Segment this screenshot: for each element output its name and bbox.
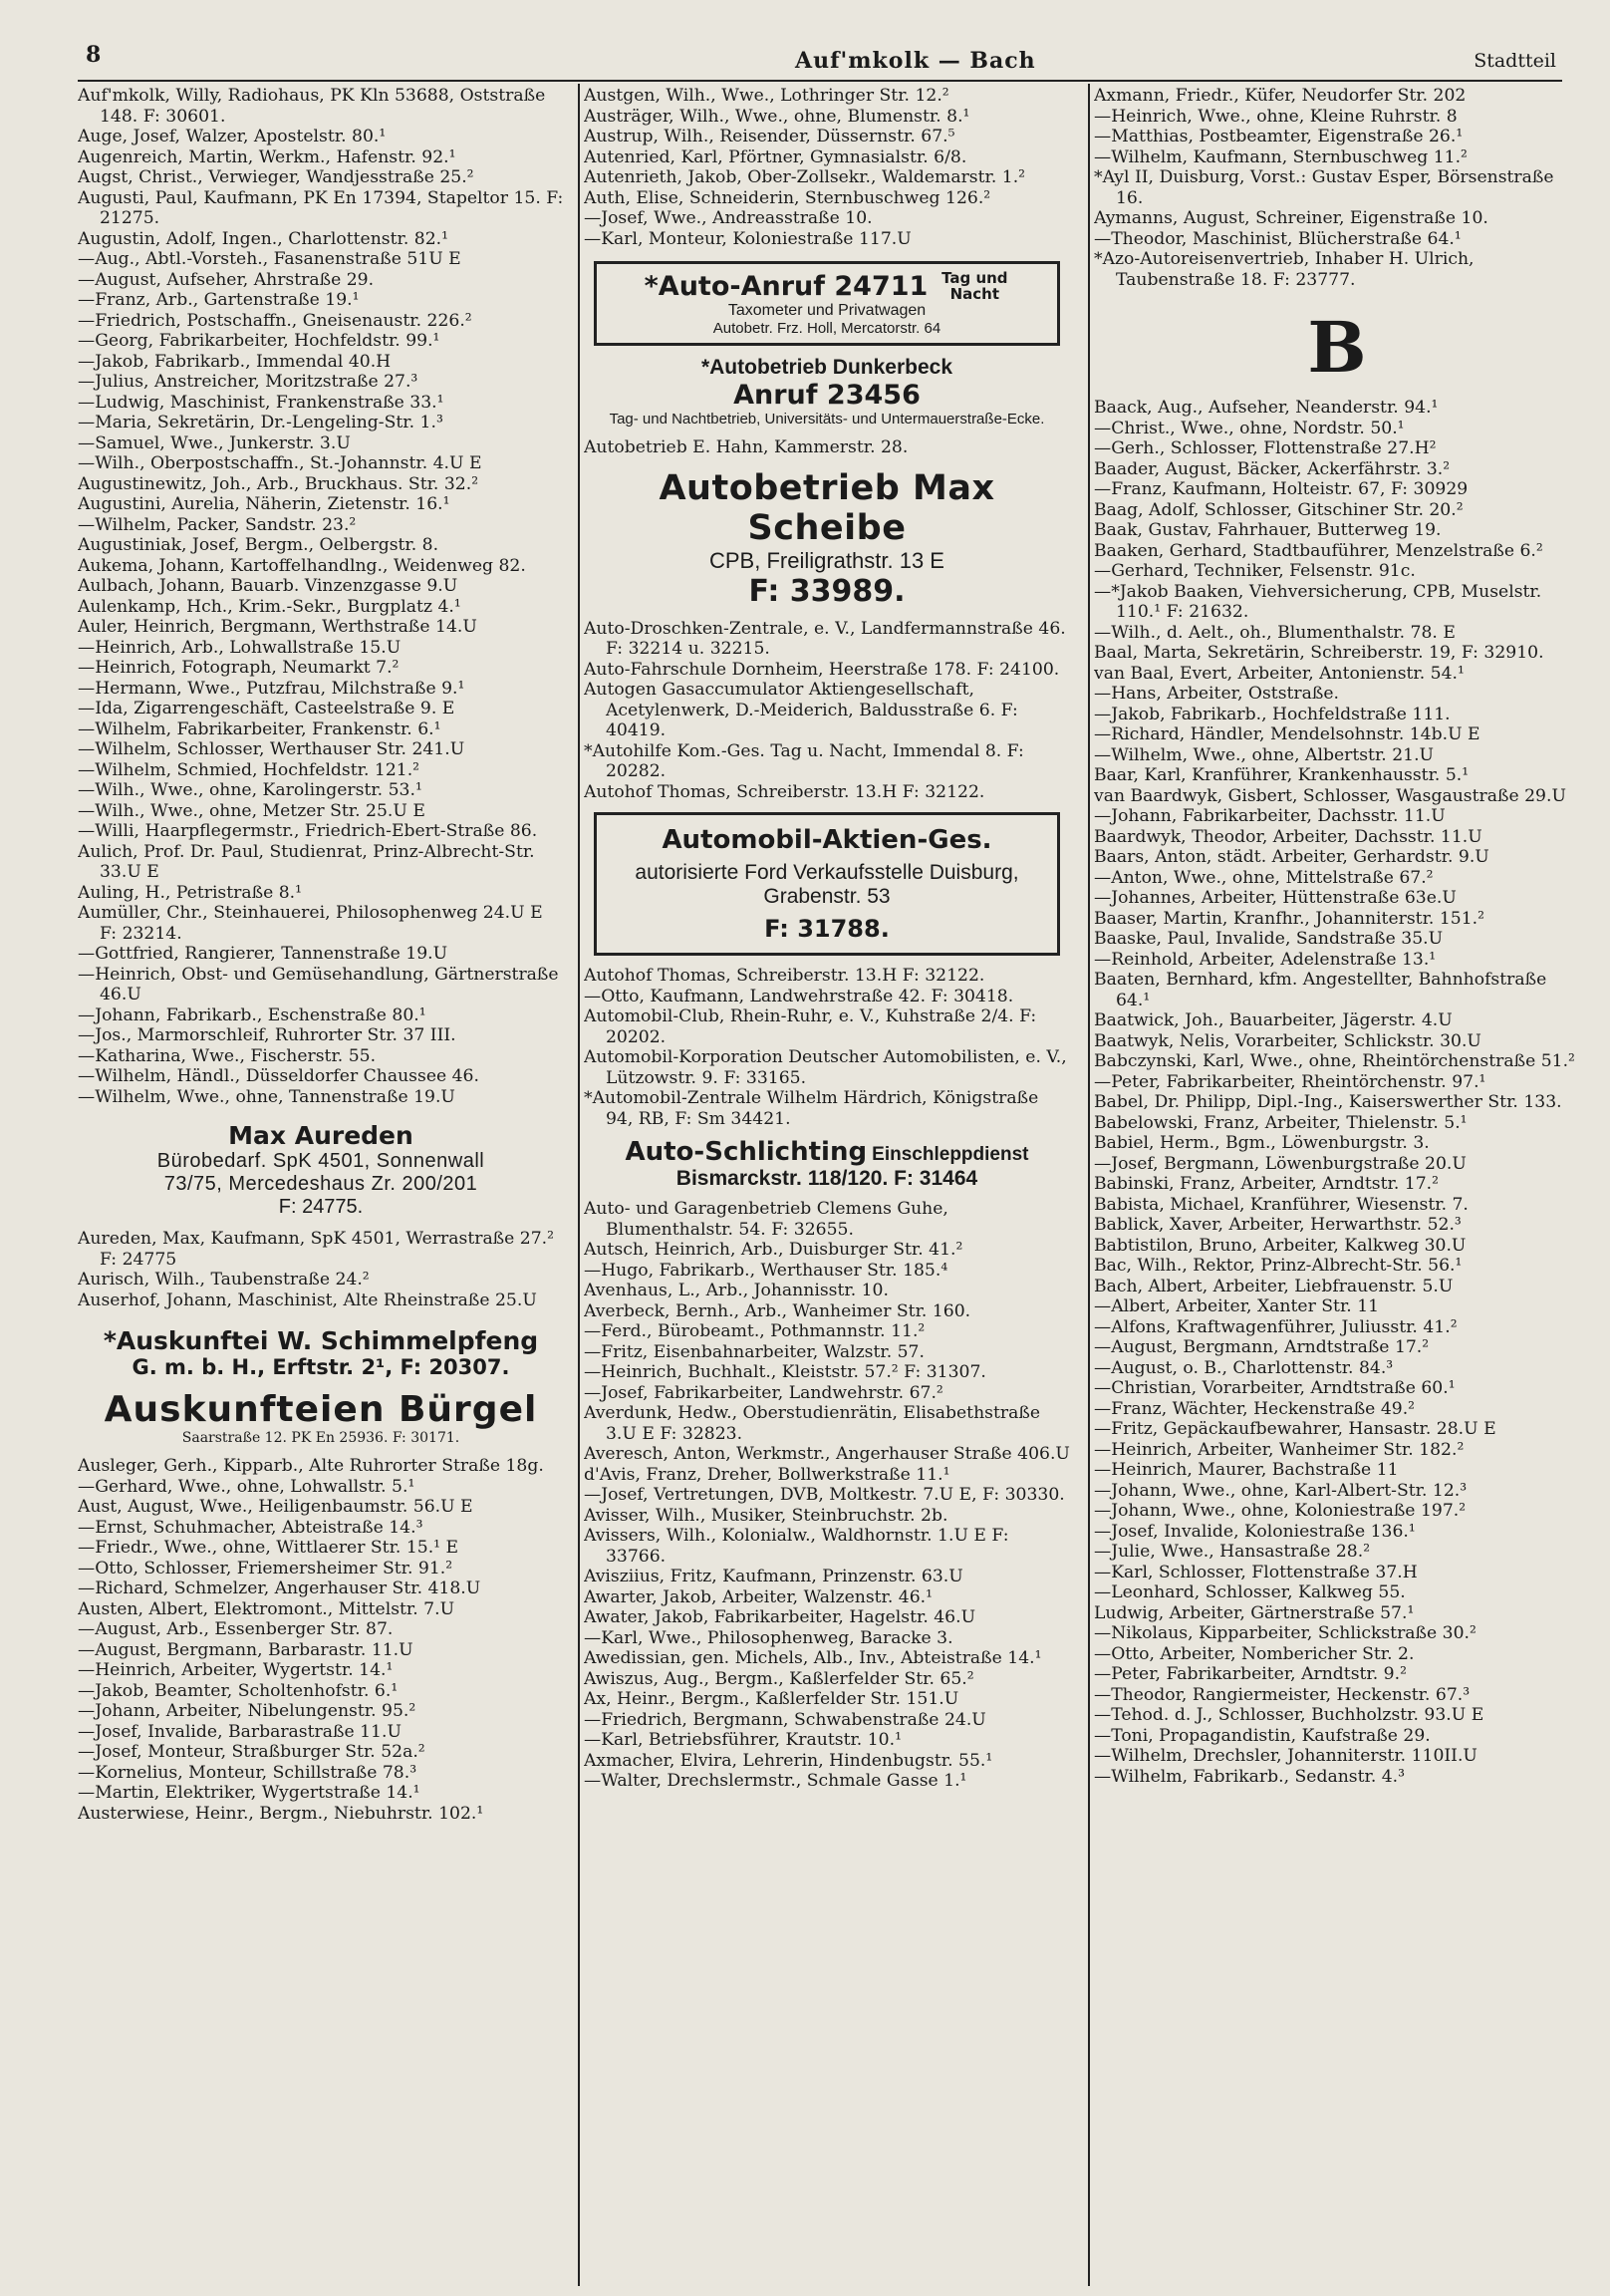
list-item: Aureden, Max, Kaufmann, SpK 4501, Werrastraße 27.² F: 24775 <box>78 1229 555 1270</box>
list-item: —Julius, Anstreicher, Moritzstraße 27.³ <box>78 372 418 392</box>
list-item: —Franz, Kaufmann, Holteistr. 67, F: 30929 <box>1094 479 1469 499</box>
list-item: —Ernst, Schuhmacher, Abteistraße 14.³ <box>78 1517 423 1538</box>
list-item: —Toni, Propagandistin, Kaufstraße 29. <box>1094 1725 1431 1746</box>
list-item: —Friedrich, Postschaffn., Gneisenaustr. 226.² <box>78 310 472 331</box>
entry-list <box>78 86 564 1107</box>
list-item: Augustin, Adolf, Ingen., Charlottenstr. 82.¹ <box>78 228 448 249</box>
list-item: Bablick, Xaver, Arbeiter, Herwarthstr. 52.³ <box>1094 1215 1462 1235</box>
list-item: Autogen Gasaccumulator Aktiengesellschaft, Acetylenwerk, D.-Meiderich, Baldusstraße 6. F: 40419. <box>584 680 1018 740</box>
list-item: Austrup, Wilh., Reisender, Düssernstr. 67.⁵ <box>584 127 955 146</box>
entry-list <box>584 966 1070 1129</box>
list-item: Augustiniak, Josef, Bergm., Oelbergstr. 8. <box>78 535 439 555</box>
list-item: Baaken, Gerhard, Stadtbauführer, Menzelstraße 6.² <box>1094 540 1543 561</box>
list-item: —Theodor, Maschinist, Blücherstraße 64.¹ <box>1094 228 1462 249</box>
ad-aureden <box>78 1121 564 1219</box>
list-item: —Peter, Fabrikarbeiter, Arndtstr. 9.² <box>1094 1664 1407 1684</box>
column-divider <box>578 84 580 2286</box>
ad-title: Autobetrieb Max Scheibe <box>659 467 995 548</box>
ad-schimmelpfeng <box>78 1326 564 1379</box>
list-item: Averdunk, Hedw., Oberstudienrätin, Elisabethstraße 3.U E F: 32823. <box>584 1403 1041 1444</box>
list-item: Avisser, Wilh., Musiker, Steinbruchstr. 2b. <box>584 1505 948 1526</box>
list-item: Baader, August, Bäcker, Ackerfährstr. 3.² <box>1094 458 1451 479</box>
page-number: 8 <box>86 42 102 68</box>
list-item: —Ferd., Bürobeamt., Pothmannstr. 11.² <box>584 1321 926 1341</box>
list-item: —Wilh., Oberpostschaffn., St.-Johannstr. 4.U E <box>78 453 482 473</box>
list-item: —Josef, Bergmann, Löwenburgstraße 20.U <box>1094 1153 1467 1174</box>
ad-line: Taxometer und Privatwagen <box>727 302 927 319</box>
list-item: —Christian, Vorarbeiter, Arndtstraße 60.¹ <box>1094 1378 1456 1398</box>
list-item: —Heinrich, Arbeiter, Wanheimer Str. 182.² <box>1094 1439 1465 1460</box>
ad-call: Anruf 23456 <box>733 380 921 411</box>
list-item: Autsch, Heinrich, Arb., Duisburger Str. 41.² <box>584 1240 963 1260</box>
entry-list <box>584 86 1070 249</box>
list-item: Ludwig, Arbeiter, Gärtnerstraße 57.¹ <box>1094 1602 1415 1623</box>
ad-line: CPB, Freiligrathstr. 13 E <box>709 547 944 573</box>
list-item: Auling, H., Petristraße 8.¹ <box>78 882 303 903</box>
list-item: Autobetrieb E. Hahn, Kammerstr. 28. <box>584 437 909 457</box>
list-item: —Aug., Abtl.-Vorsteh., Fasanenstraße 51U E <box>78 249 461 269</box>
list-item: —Hermann, Wwe., Putzfrau, Milchstraße 9.¹ <box>78 678 465 699</box>
ad-title: Automobil-Aktien-Ges. <box>662 825 992 855</box>
list-item: —Johann, Wwe., ohne, Koloniestraße 197.² <box>1094 1501 1467 1521</box>
list-item: —Reinhold, Arbeiter, Adelenstraße 13.¹ <box>1094 949 1437 970</box>
ad-buergel <box>78 1389 564 1446</box>
column-divider <box>1088 84 1090 2286</box>
entry-list <box>78 1456 564 1824</box>
list-item: Bach, Albert, Arbeiter, Liebfrauenstr. 5.U <box>1094 1276 1454 1296</box>
list-item: —Matthias, Postbeamter, Eigenstraße 26.¹ <box>1094 127 1464 146</box>
list-item: Averesch, Anton, Werkmstr., Angerhauser Straße 406.U <box>584 1444 1070 1464</box>
list-item: —Peter, Fabrikarbeiter, Rheintörchenstr. 97.¹ <box>1094 1071 1486 1092</box>
list-item: —Willi, Haarpflegermstr., Friedrich-Ebert-Straße 86. <box>78 821 538 841</box>
ad-line: 73/75, Mercedeshaus Zr. 200/201 <box>163 1173 478 1195</box>
list-item: Axmacher, Elvira, Lehrerin, Hindenbugstr. 55.¹ <box>584 1750 993 1771</box>
list-item: Auto-Droschken-Zentrale, e. V., Landfermannstraße 46. F: 32214 u. 32215. <box>584 618 1066 659</box>
list-item: —Otto, Arbeiter, Nombericher Str. 2. <box>1094 1643 1415 1664</box>
list-item: Babelowski, Franz, Arbeiter, Thielenstr. 5.¹ <box>1094 1112 1468 1133</box>
list-item: Bac, Wilh., Rektor, Prinz-Albrecht-Str. 56.¹ <box>1094 1256 1463 1276</box>
list-item: —Fritz, Eisenbahnarbeiter, Walzstr. 57. <box>584 1341 925 1362</box>
running-title: Auf'mkolk — Bach <box>795 48 1036 74</box>
list-item: Babiel, Herm., Bgm., Löwenburgstr. 3. <box>1094 1133 1430 1153</box>
list-item: —Friedrich, Bergmann, Schwabenstraße 24.U <box>584 1709 986 1730</box>
list-item: Baal, Marta, Sekretärin, Schreiberstr. 19, F: 32910. <box>1094 643 1544 663</box>
entry-list <box>1094 398 1580 1787</box>
ad-line: Bismarckstr. 118/120. F: 31464 <box>675 1167 978 1190</box>
list-item: —Gerh., Schlosser, Flottenstraße 27.H² <box>1094 438 1437 458</box>
list-item: —Nikolaus, Kipparbeiter, Schlickstraße 30.² <box>1094 1623 1476 1643</box>
list-item: —Kornelius, Monteur, Schillstraße 78.³ <box>78 1762 417 1783</box>
list-item: Baardwyk, Theodor, Arbeiter, Dachsstr. 11.U <box>1094 826 1482 847</box>
list-item: Augusti, Paul, Kaufmann, PK En 17394, Stapeltor 15. F: 21275. <box>78 187 564 228</box>
list-item: Baar, Karl, Kranführer, Krankenhausstr. 5.¹ <box>1094 765 1470 785</box>
list-item: Automobil-Korporation Deutscher Automobilisten, e. V., Lützowstr. 9. F: 33165. <box>584 1047 1067 1088</box>
list-item: *Azo-Autoreisenvertrieb, Inhaber H. Ulrich, Taubenstraße 18. F: 23777. <box>1094 249 1475 290</box>
list-item: Baak, Gustav, Fahrhauer, Butterweg 19. <box>1094 520 1442 540</box>
list-item: Ausleger, Gerh., Kipparb., Alte Ruhrorter Straße 18g. <box>78 1456 544 1476</box>
list-item: —Otto, Schlosser, Friemersheimer Str. 91.² <box>78 1558 453 1578</box>
list-item: Aukema, Johann, Kartoffelhandlng., Weidenweg 82. <box>78 555 526 576</box>
list-item: —August, o. B., Charlottenstr. 84.³ <box>1094 1357 1394 1378</box>
list-item: —Heinrich, Arbeiter, Wygertstr. 14.¹ <box>78 1660 394 1680</box>
ad-side: Tag und Nacht <box>941 269 1008 303</box>
list-item: Auto- und Garagenbetrieb Clemens Guhe, Blumenthalstr. 54. F: 32655. <box>584 1199 948 1240</box>
list-item: —Jakob, Beamter, Scholtenhofstr. 6.¹ <box>78 1680 399 1701</box>
list-item: —Heinrich, Maurer, Bachstraße 11 <box>1094 1460 1399 1480</box>
list-item: —Walter, Drechslermstr., Schmale Gasse 1.¹ <box>584 1771 967 1791</box>
list-item: —Otto, Kaufmann, Landwehrstraße 42. F: 30418. <box>584 986 1014 1006</box>
list-item: —Gottfried, Rangierer, Tannenstraße 19.U <box>78 944 448 964</box>
list-item: Aulenkamp, Hch., Krim.-Sekr., Burgplatz 4.¹ <box>78 596 461 617</box>
list-item: —August, Aufseher, Ahrstraße 29. <box>78 269 375 290</box>
list-item: —Heinrich, Arb., Lohwallstraße 15.U <box>78 637 402 658</box>
list-item: —Heinrich, Buchhalt., Kleiststr. 57.² F: 31307. <box>584 1362 986 1382</box>
list-item: —Ludwig, Maschinist, Frankenstraße 33.¹ <box>78 392 444 413</box>
list-item: —Wilhelm, Fabrikarbeiter, Frankenstr. 6.¹ <box>78 718 441 739</box>
list-item: Babista, Michael, Kranführer, Wiesenstr. 7. <box>1094 1194 1469 1215</box>
list-item: Awater, Jakob, Fabrikarbeiter, Hagelstr. 46.U <box>584 1607 976 1627</box>
section-label: Stadtteil <box>1474 50 1556 72</box>
list-item: Avisziius, Fritz, Kaufmann, Prinzenstr. 63.U <box>584 1567 963 1586</box>
list-item: —Maria, Sekretärin, Dr.-Lengeling-Str. 1.³ <box>78 413 443 432</box>
ad-title: *Auskunftei W. Schimmelpfeng <box>103 1326 539 1355</box>
list-item: Avenhaus, L., Arb., Johannisstr. 10. <box>584 1281 889 1300</box>
list-item: Automobil-Club, Rhein-Ruhr, e. V., Kuhstraße 2/4. F: 20202. <box>584 1006 1037 1047</box>
ad-phone: F: 24775. <box>278 1196 364 1218</box>
list-item: —Johann, Arbeiter, Nibelungenstr. 95.² <box>78 1701 416 1721</box>
list-item: —Fritz, Gepäckaufbewahrer, Hansastr. 28.U E <box>1094 1419 1496 1439</box>
list-item: —Johann, Wwe., ohne, Karl-Albert-Str. 12.³ <box>1094 1480 1468 1501</box>
list-item: —Gerhard, Techniker, Felsenstr. 91c. <box>1094 561 1416 581</box>
list-item: Baatwyk, Nelis, Vorarbeiter, Schlickstr. 30.U <box>1094 1030 1481 1051</box>
ad-line: G. m. b. H., Erftstr. 2¹, F: 20307. <box>132 1355 510 1379</box>
list-item: —Julie, Wwe., Hansastraße 28.² <box>1094 1542 1371 1562</box>
list-item: —Wilhelm, Packer, Sandstr. 23.² <box>78 514 357 535</box>
entry-list <box>584 1199 1070 1792</box>
list-item: *Autohilfe Kom.-Ges. Tag u. Nacht, Immendal 8. F: 20282. <box>584 740 1024 781</box>
list-item: —Johann, Fabrikarb., Eschenstraße 80.¹ <box>78 1004 426 1025</box>
list-item: —Wilhelm, Schlosser, Werthauser Str. 241.U <box>78 739 465 759</box>
entry-list <box>584 619 1070 803</box>
list-item: —Alfons, Kraftwagenführer, Juliusstr. 41.² <box>1094 1316 1458 1337</box>
list-item: Aumüller, Chr., Steinhauerei, Philosophenweg 24.U E F: 23214. <box>78 903 543 944</box>
list-item: van Baal, Evert, Arbeiter, Antonienstr. 54.¹ <box>1094 663 1465 684</box>
list-item: —August, Arb., Essenberger Str. 87. <box>78 1619 394 1639</box>
list-item: —Albert, Arbeiter, Xanter Str. 11 <box>1094 1296 1380 1316</box>
list-item: —Wilhelm, Händl., Düsseldorfer Chaussee 46. <box>78 1066 479 1086</box>
list-item: —Hugo, Fabrikarb., Werthauser Str. 185.⁴ <box>584 1260 948 1281</box>
list-item: Awiszus, Aug., Bergm., Kaßlerfelder Str. 65.² <box>584 1668 974 1689</box>
list-item: Autenrieth, Jakob, Ober-Zollsekr., Waldemarstr. 1.² <box>584 167 1026 187</box>
list-item: Austen, Albert, Elektromont., Mittelstr. 7.U <box>78 1598 455 1619</box>
list-item: Auge, Josef, Walzer, Apostelstr. 80.¹ <box>78 127 387 146</box>
ad-line: Autobetr. Frz. Holl, Mercatorstr. 64 <box>712 320 941 337</box>
ad-line: Bürobedarf. SpK 4501, Sonnenwall <box>156 1150 485 1172</box>
list-item: *Automobil-Zentrale Wilhelm Härdrich, Königstraße 94, RB, F: Sm 34421. <box>584 1088 1039 1129</box>
list-item: Babel, Dr. Philipp, Dipl.-Ing., Kaiserswerther Str. 133. <box>1094 1092 1562 1112</box>
ad-line: Tag- und Nachtbetrieb, Universitäts- und Untermauerstraße-Ecke. <box>609 411 1045 428</box>
list-item: —Johann, Fabrikarbeiter, Dachsstr. 11.U <box>1094 806 1446 826</box>
list-item: Babinski, Franz, Arbeiter, Arndtstr. 17.² <box>1094 1174 1439 1194</box>
list-item: Awarter, Jakob, Arbeiter, Walzenstr. 46.¹ <box>584 1586 934 1607</box>
list-item: —Wilhelm, Drechsler, Johanniterstr. 110II.U <box>1094 1746 1477 1766</box>
ad-dunkerbeck <box>584 356 1070 428</box>
list-item: Aust, August, Wwe., Heiligenbaumstr. 56.U E <box>78 1497 473 1517</box>
ad-phone: F: 31788. <box>764 915 890 943</box>
list-item: —Wilh., Wwe., ohne, Metzer Str. 25.U E <box>78 800 425 821</box>
list-item: Awedissian, gen. Michels, Alb., Inv., Abteistraße 14.¹ <box>584 1648 1042 1668</box>
list-item: —Wilh., d. Aelt., oh., Blumenthalstr. 78. E <box>1094 622 1456 643</box>
list-item: *Ayl II, Duisburg, Vorst.: Gustav Esper, Börsenstraße 16. <box>1094 167 1554 208</box>
list-item: —Wilhelm, Kaufmann, Sternbuschweg 11.² <box>1094 146 1468 167</box>
list-item: —Wilhelm, Schmied, Hochfeldstr. 121.² <box>78 759 420 780</box>
page-header <box>78 42 1572 82</box>
list-item: —Karl, Wwe., Philosophenweg, Baracke 3. <box>584 1627 953 1648</box>
list-item: —August, Bergmann, Arndtstraße 17.² <box>1094 1337 1430 1357</box>
list-item: Baatwick, Joh., Bauarbeiter, Jägerstr. 4.U <box>1094 1010 1453 1030</box>
ad-title: *Auto-Anruf 24711 <box>644 270 929 302</box>
header-rule <box>78 80 1562 82</box>
list-item: —Anton, Wwe., ohne, Mittelstraße 67.² <box>1094 867 1434 888</box>
list-item: Babczynski, Karl, Wwe., ohne, Rheintörchenstraße 51.² <box>1094 1051 1575 1071</box>
list-item: —Wilh., Wwe., ohne, Karolingerstr. 53.¹ <box>78 780 422 800</box>
list-item: —Wilhelm, Fabrikarb., Sedanstr. 4.³ <box>1094 1766 1406 1787</box>
ad-phone: F: 33989. <box>748 573 906 609</box>
list-item: —Jos., Marmorschleif, Ruhrorter Str. 37 III. <box>78 1025 456 1045</box>
list-item: —Heinrich, Fotograph, Neumarkt 7.² <box>78 658 400 678</box>
entry-list <box>1094 86 1580 290</box>
list-item: Baars, Anton, städt. Arbeiter, Gerhardstr. 9.U <box>1094 847 1489 867</box>
list-item: —Karl, Schlosser, Flottenstraße 37.H <box>1094 1562 1418 1582</box>
list-item: —Christ., Wwe., ohne, Nordstr. 50.¹ <box>1094 418 1405 438</box>
ad-title: Max Aureden <box>228 1121 413 1150</box>
list-item: —Ida, Zigarrengeschäft, Casteelstraße 9. E <box>78 699 455 718</box>
ad-schlichting <box>584 1137 1070 1191</box>
column-2 <box>584 86 1070 2288</box>
list-item: Auf'mkolk, Willy, Radiohaus, PK Kln 53688, Oststraße 148. F: 30601. <box>78 86 546 127</box>
list-item: Aulbach, Johann, Bauarb. Vinzenzgasse 9.U <box>78 576 458 596</box>
column-1 <box>78 86 564 2288</box>
list-item: Baaten, Bernhard, kfm. Angestellter, Bahnhofstraße 64.¹ <box>1094 970 1547 1010</box>
list-item: —Johannes, Arbeiter, Hüttenstraße 63e.U <box>1094 888 1457 908</box>
list-item: —*Jakob Baaken, Viehversicherung, CPB, Muselstr. 110.¹ F: 21632. <box>1094 581 1542 622</box>
list-item: —Franz, Wächter, Heckenstraße 49.² <box>1094 1398 1416 1419</box>
list-item: Baag, Adolf, Schlosser, Gitschiner Str. 20.² <box>1094 499 1464 520</box>
list-item: Avissers, Wilh., Kolonialw., Waldhornstr. 1.U E F: 33766. <box>584 1526 1009 1567</box>
list-item: —Wilhelm, Wwe., ohne, Tannenstraße 19.U <box>78 1086 455 1107</box>
list-item: —Josef, Monteur, Straßburger Str. 52a.² <box>78 1742 425 1762</box>
list-item: —Leonhard, Schlosser, Kalkweg 55. <box>1094 1582 1406 1602</box>
list-item: —Katharina, Wwe., Fischerstr. 55. <box>78 1045 377 1066</box>
list-item: —Martin, Elektriker, Wygertstraße 14.¹ <box>78 1783 420 1803</box>
list-item: Augustinewitz, Joh., Arb., Bruckhaus. Str. 32.² <box>78 473 479 494</box>
list-item: Autohof Thomas, Schreiberstr. 13.H F: 32122. <box>584 966 985 986</box>
section-letter: B <box>1307 306 1367 389</box>
ad-autoanruf <box>594 261 1060 346</box>
column-3 <box>1094 86 1580 2288</box>
list-item: —Samuel, Wwe., Junkerstr. 3.U <box>78 432 351 453</box>
list-item: Ax, Heinr., Bergm., Kaßlerfelder Str. 151.U <box>584 1689 959 1709</box>
ad-title: Auto-Schlichting <box>625 1137 868 1167</box>
list-item: —August, Bergmann, Barbarastr. 11.U <box>78 1639 413 1660</box>
list-item: Auto-Fahrschule Dornheim, Heerstraße 178. F: 24100. <box>584 659 1060 680</box>
list-item: —Josef, Wwe., Andreasstraße 10. <box>584 208 873 228</box>
list-item: —Hans, Arbeiter, Oststraße. <box>1094 684 1339 704</box>
list-item: Auler, Heinrich, Bergmann, Werthstraße 14.U <box>78 617 477 637</box>
list-item: Baack, Aug., Aufseher, Neanderstr. 94.¹ <box>1094 398 1439 418</box>
entry-list <box>78 1229 564 1310</box>
list-item: —Jakob, Fabrikarb., Hochfeldstraße 111. <box>1094 704 1451 724</box>
list-item: Autenried, Karl, Pförtner, Gymnasialstr. 6/8. <box>584 146 967 167</box>
list-item: Augst, Christ., Verwieger, Wandjesstraße 25.² <box>78 167 474 187</box>
list-item: —Georg, Fabrikarbeiter, Hochfeldstr. 99.¹ <box>78 331 440 351</box>
list-item: —Theodor, Rangiermeister, Heckenstr. 67.³ <box>1094 1684 1471 1705</box>
list-item: d'Avis, Franz, Dreher, Bollwerkstraße 11.¹ <box>584 1464 950 1485</box>
list-item: —Richard, Händler, Mendelsohnstr. 14b.U E <box>1094 724 1480 744</box>
list-item: —Heinrich, Wwe., ohne, Kleine Ruhrstr. 8 <box>1094 106 1458 127</box>
list-item: Averbeck, Bernh., Arb., Wanheimer Str. 160. <box>584 1300 971 1321</box>
list-item: —Friedr., Wwe., ohne, Wittlaerer Str. 15.¹ E <box>78 1538 459 1558</box>
list-item: van Baardwyk, Gisbert, Schlosser, Wasgaustraße 29.U <box>1094 785 1566 806</box>
list-item: —Josef, Invalide, Koloniestraße 136.¹ <box>1094 1521 1416 1542</box>
list-item: —Tehod. d. J., Schlosser, Buchholzstr. 93.U E <box>1094 1705 1484 1725</box>
list-item: Aymanns, August, Schreiner, Eigenstraße 10. <box>1094 208 1488 228</box>
ad-side: Einschleppdienst <box>872 1144 1029 1165</box>
list-item: Austerwiese, Heinr., Bergm., Niebuhrstr. 102.¹ <box>78 1803 484 1824</box>
ad-title: *Autobetrieb Dunkerbeck <box>700 356 953 379</box>
list-item: —Josef, Vertretungen, DVB, Moltkestr. 7.U E, F: 30330. <box>584 1485 1065 1505</box>
list-item: —Heinrich, Obst- und Gemüsehandlung, Gärtnerstraße 46.U <box>78 964 559 1004</box>
list-item: Axmann, Friedr., Küfer, Neudorfer Str. 202 <box>1094 86 1467 106</box>
list-item: Augenreich, Martin, Werkm., Hafenstr. 92.¹ <box>78 146 456 167</box>
list-item: —Josef, Invalide, Barbarastraße 11.U <box>78 1721 402 1742</box>
list-item: —Franz, Arb., Gartenstraße 19.¹ <box>78 290 360 310</box>
ad-title: Auskunfteien Bürgel <box>104 1389 538 1430</box>
list-item: Austräger, Wilh., Wwe., ohne, Blumenstr. 8.¹ <box>584 106 970 127</box>
list-item: Auserhof, Johann, Maschinist, Alte Rheinstraße 25.U <box>78 1290 537 1310</box>
list-item: Baaske, Paul, Invalide, Sandstraße 35.U <box>1094 929 1444 949</box>
list-item: Autohof Thomas, Schreiberstr. 13.H F: 32122. <box>584 781 985 802</box>
list-item: —Karl, Monteur, Koloniestraße 117.U <box>584 228 912 249</box>
list-item: —Wilhelm, Wwe., ohne, Albertstr. 21.U <box>1094 744 1435 765</box>
list-item: Austgen, Wilh., Wwe., Lothringer Str. 12.² <box>584 86 949 106</box>
list-item: Babtistilon, Bruno, Arbeiter, Kalkweg 30.U <box>1094 1235 1467 1256</box>
list-item: —Jakob, Fabrikarb., Immendal 40.H <box>78 351 392 372</box>
ad-scheibe <box>584 468 1070 609</box>
ad-line: autorisierte Ford Verkaufsstelle Duisburg, Grabenstr. 53 <box>635 861 1019 908</box>
list-item: —Josef, Fabrikarbeiter, Landwehrstr. 67.² <box>584 1382 943 1403</box>
ad-line: Saarstraße 12. PK En 25936. F: 30171. <box>181 1430 460 1446</box>
list-item: —Richard, Schmelzer, Angerhauser Str. 418.U <box>78 1578 481 1598</box>
list-item: Aurisch, Wilh., Taubenstraße 24.² <box>78 1270 370 1290</box>
list-item: Augustini, Aurelia, Näherin, Zietenstr. 16.¹ <box>78 494 450 514</box>
list-item: —Karl, Betriebsführer, Krautstr. 10.¹ <box>584 1730 902 1750</box>
list-item: Baaser, Martin, Kranfhr., Johanniterstr. 151.² <box>1094 908 1484 929</box>
ad-automobil <box>594 812 1060 956</box>
list-item: —Gerhard, Wwe., ohne, Lohwallstr. 5.¹ <box>78 1476 415 1497</box>
list-item: Aulich, Prof. Dr. Paul, Studienrat, Prinz-Albrecht-Str. 33.U E <box>78 841 535 882</box>
list-item: Auth, Elise, Schneiderin, Sternbuschweg 126.² <box>584 187 991 208</box>
